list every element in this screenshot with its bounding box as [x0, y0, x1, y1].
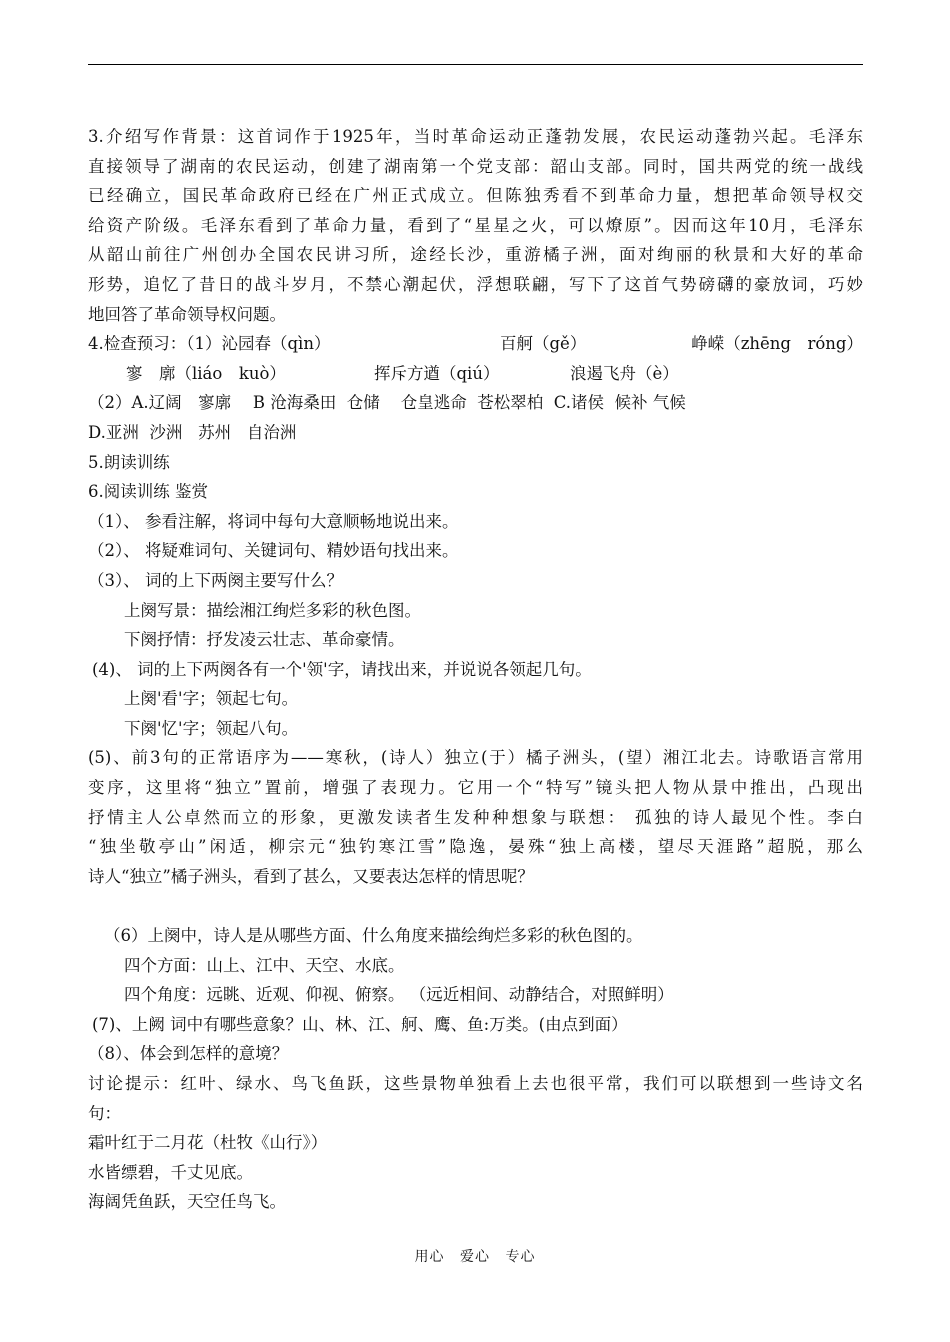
preview-row-1 [88, 329, 863, 359]
question-3: （3）、 词的上下两阕主要写什么？ [88, 570, 343, 590]
text-line: 给资产阶级。毛泽东看到了革命力量，看到了“星星之火，可以燎原”。因而这年10月，毛泽东 [88, 215, 863, 235]
poem-line: 海阔凭鱼跃，天空任鸟飞。 [88, 1192, 286, 1212]
text-line: (5)、前3句的正常语序为——寒秋，(诗人）独立(于）橘子洲头，(望）湘江北去。诗歌语言常用 [88, 748, 863, 768]
question-7: (7)、上阙 词中有哪些意象？山、林、江、舸、鹰、鱼:万类。(由点到面） [92, 1014, 628, 1034]
question-1: （1）、 参看注解，将词中每句大意顺畅地说出来。 [88, 511, 459, 531]
text-line: 讨论提示：红叶、绿水、鸟飞鱼跃，这些景物单独看上去也很平常，我们可以联想到一些诗文名 [88, 1074, 863, 1093]
text-line: 抒情主人公卓然而立的形象，更激发读者生发种种想象与联想： 孤独的诗人最见个性。李白 [88, 807, 863, 827]
preview-item: 百舸（gě） [500, 334, 587, 354]
discussion-paragraph [88, 1069, 863, 1128]
preview-item: 浪遏飞舟（è） [570, 363, 679, 383]
answer-line: 下阕'忆'字；领起八句。 [124, 718, 299, 738]
text-line: 直接领导了湖南的农民运动，创建了湖南第一个党支部：韶山支部。同时，国共两党的统一战线 [88, 156, 863, 176]
text-line: 形势，追忆了昔日的战斗岁月，不禁心潮起伏，浮想联翩，写下了这首气势磅礴的豪放词，巧妙 [88, 274, 863, 294]
answer-line: 上阕'看'字；领起七句。 [124, 689, 299, 709]
preview-row-2 [88, 359, 863, 389]
question-6: （6）上阕中，诗人是从哪些方面、什么角度来描绘绚烂多彩的秋色图的。 [104, 926, 643, 946]
answer-line: 上阕写景：描绘湘江绚烂多彩的秋色图。 [124, 600, 421, 620]
preview-item: 4.检查预习：（1）沁园春（qìn） [88, 334, 331, 354]
question-4: (4)、 词的上下两阕各有一个'领'字，请找出来，并说说各领起几句。 [92, 659, 592, 679]
answer-line: 下阕抒情：抒发凌云壮志、革命豪情。 [124, 630, 405, 650]
page-footer: 用心 爱心 专心 [414, 1249, 536, 1265]
poem-line: 霜叶红于二月花（杜牧《山行》） [88, 1133, 328, 1153]
question-8: （8）、体会到怎样的意境？ [88, 1044, 289, 1064]
answer-line: 四个角度：远眺、近观、仰视、俯察。 （远近相间、动静结合，对照鲜明） [124, 985, 674, 1005]
text-line: 3.介绍写作背景：这首词作于1925年，当时革命运动正蓬勃发展，农民运动蓬勃兴起。毛泽东 [88, 127, 863, 146]
text-line: 地回答了革命领导权问题。 [88, 304, 286, 324]
text-line: 从韶山前往广州创办全国农民讲习所，途经长沙，重游橘子洲，面对绚丽的秋景和大好的革命 [88, 245, 863, 265]
text-line: 诗人“独立”橘子洲头，看到了甚么，又要表达怎样的情思呢？ [88, 866, 534, 886]
preview-item: 峥嵘（zhēng róng） [691, 334, 863, 354]
question-2: （2）、 将疑难词句、关键词句、精妙语句找出来。 [88, 541, 459, 561]
answer-line: 四个方面：山上、江中、天空、水底。 [124, 955, 405, 975]
section-heading: 5.朗读训练 [88, 452, 170, 472]
text-line: 变序，这里将“独立”置前，增强了表现力。它用一个“特写”镜头把人物从景中推出，凸现出 [88, 778, 863, 798]
blank-line [88, 891, 863, 921]
poem-line: 水皆缥碧，千丈见底。 [88, 1162, 253, 1182]
question-5 [88, 743, 863, 891]
header-rule [88, 64, 863, 65]
preview-item: 挥斥方遒（qiú） [374, 363, 500, 383]
text-line: 句： [88, 1103, 121, 1123]
document-body [88, 122, 863, 1217]
preview-item: 寥 廓（liáo kuò） [126, 363, 286, 383]
preview-line: （2）A.辽阔 寥廓 B 沧海桑田 仓储 仓皇逃命 苍松翠柏 C.诸侯 候补 气候 [88, 393, 686, 413]
section-heading: 6.阅读训练 鉴赏 [88, 482, 208, 502]
text-line: “独坐敬亭山”闲适，柳宗元“独钓寒江雪”隐逸，晏殊“独上高楼，望尽天涯路”超脱，那么 [88, 837, 863, 857]
text-line: 已经确立，国民革命政府已经在广州正式成立。但陈独秀看不到革命力量，想把革命领导权交 [88, 186, 863, 206]
preview-line: D.亚洲 沙洲 苏州 自治洲 [88, 422, 297, 442]
background-paragraph [88, 122, 863, 329]
